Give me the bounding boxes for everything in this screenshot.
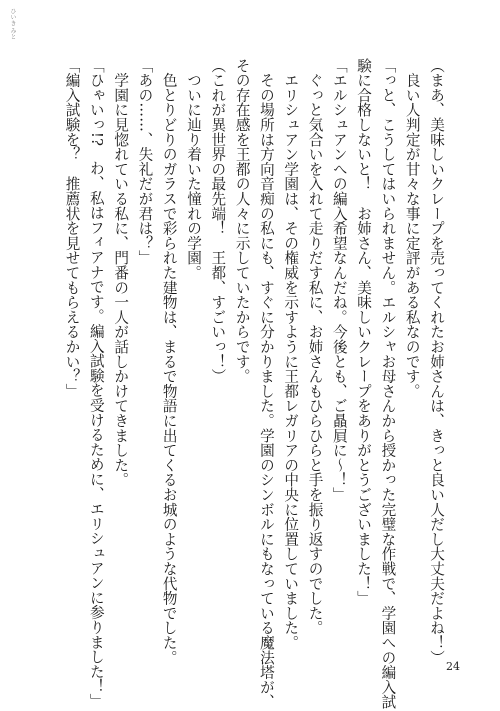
text-line: その存在感を王都の人々に示していたからです。 — [233, 58, 251, 384]
ruby-mito: みと — [9, 27, 16, 40]
ruby-notes — [8, 8, 17, 40]
text-line: （これが異世界の最先端！ 王都、すごいっ！） — [209, 58, 227, 384]
text-line: 「あの……、失礼だが君は？」 — [136, 58, 154, 266]
text-line: 学園に見惚れている私に、門番の一人が話しかけてきました。 — [112, 58, 130, 488]
text-line: ぐっと気合いを入れて走りだす私に、お姉さんもひらひらと手を振り返すのでした。 — [306, 58, 324, 636]
text-line: その場所は方向音痴の私にも、すぐに分かりました。学園のシンボルにもなっている魔法塔が、 — [257, 58, 275, 710]
text-line: 良い人判定が甘々な事に定評がある私なのです。 — [403, 58, 421, 399]
text-line: 「ひゃいっ!? わ、私はフィアナです。編入試験を受けるために、エリシュアンに参りました！」 — [87, 58, 105, 709]
ruby-hiiki: ひいき — [9, 8, 16, 26]
text-line: ついに辿り着いた憧れの学園。 — [185, 58, 203, 280]
text-line: 「っと、こうしてはいられません。エルシャお母さんから授かった完璧な作戦で、学園への編入試 — [379, 58, 397, 710]
text-line: エリシュアン学園は、その権威を示すように王都レガリアの中央に位置していました。 — [282, 58, 300, 650]
text-line: 「エルシュアンへの編入希望なんだね。今後とも、ご贔屓に～！」 — [330, 58, 348, 502]
text-line: 「編入試験を？ 推薦状を見せてもらえるかい？」 — [63, 58, 81, 399]
page-number: 24 — [446, 660, 460, 673]
vertical-text-body — [59, 58, 448, 710]
text-line: 色とりどりのガラスで彩られた建物は、まるで物語に出てくるお城のような代物でした。 — [160, 58, 178, 665]
text-line: 験に合格しないと！ お姉さん、美味しいクレープをありがとうございました！」 — [355, 58, 373, 606]
text-line: （まあ、美味しいクレープを売ってくれたお姉さんは、きっと良い人だし大丈夫だよね！） — [428, 58, 445, 665]
